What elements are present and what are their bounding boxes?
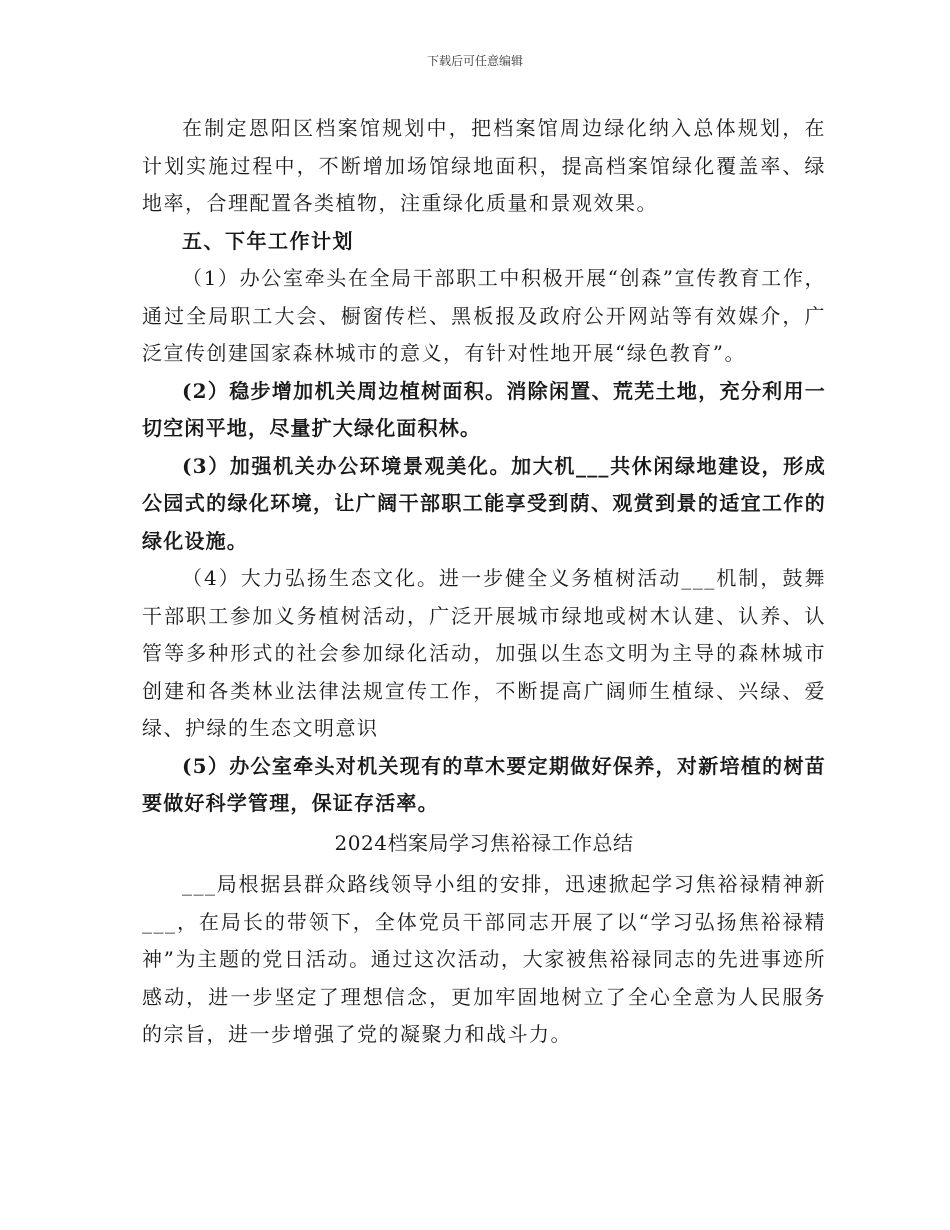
plan-item-1: （1）办公室牵头在全局干部职工中积极开展“创森”宣传教育工作，通过全局职工大会、橱窗传栏、黑板报及政府公开网站等有效媒介，广泛宣传创建国家森林城市的意义，有针对性地开展“绿色教育”。 bbox=[142, 266, 826, 365]
plan-item-4: （4）大力弘扬生态文化。进一步健全义务植树活动___机制，鼓舞干部职工参加义务植树活动，广泛开展城市绿地或树木认建、认养、认管等多种形式的社会参加绿化活动，加强以生态文明为主导的森林城市创建和各类林业法律法规宣传工作，不断提高广阔师生植绿、兴绿、爱绿、护绿的生态文明意识 bbox=[142, 566, 826, 740]
paragraph-archive-planning: 在制定恩阳区档案馆规划中，把档案馆周边绿化纳入总体规划，在计划实施过程中，不断增加场馆绿地面积，提高档案馆绿化覆盖率、绿地率，合理配置各类植物，注重绿化质量和景观效果。 bbox=[142, 116, 826, 215]
section-heading-next-year-plan: 五、下年工作计划 bbox=[182, 228, 354, 253]
header-note: 下载后可任意编辑 bbox=[426, 54, 523, 68]
plan-item-2: (2）稳步增加机关周边植树面积。消除闲置、荒芜土地，充分利用一切空闲平地，尽量扩大绿化面积林。 bbox=[142, 378, 826, 440]
paragraph-jiao-yulu-study: ___局根据县群众路线领导小组的安排，迅速掀起学习焦裕禄精神新___，在局长的带领下，全体党员干部同志开展了以“学习弘扬焦裕禄精神”为主题的党日活动。通过这次活动，大家被焦裕禄同志的先进事迹所感动，进一步坚定了理想信念，更加牢固地树立了全心全意为人民服务的宗旨，进一步增强了党的凝聚力和战斗力。 bbox=[142, 872, 826, 1046]
document-body bbox=[142, 110, 826, 1054]
plan-item-5: (5）办公室牵头对机关现有的草木要定期做好保养，对新培植的树苗要做好科学管理，保证存活率。 bbox=[142, 753, 826, 815]
document-title-2024-summary: 2024档案局学习焦裕禄工作总结 bbox=[334, 830, 634, 855]
plan-item-3: (3）加强机关办公环境景观美化。加大机___共休闲绿地建设，形成公园式的绿化环境，让广阔干部职工能享受到荫、观赏到景的适宜工作的绿化设施。 bbox=[142, 453, 826, 553]
